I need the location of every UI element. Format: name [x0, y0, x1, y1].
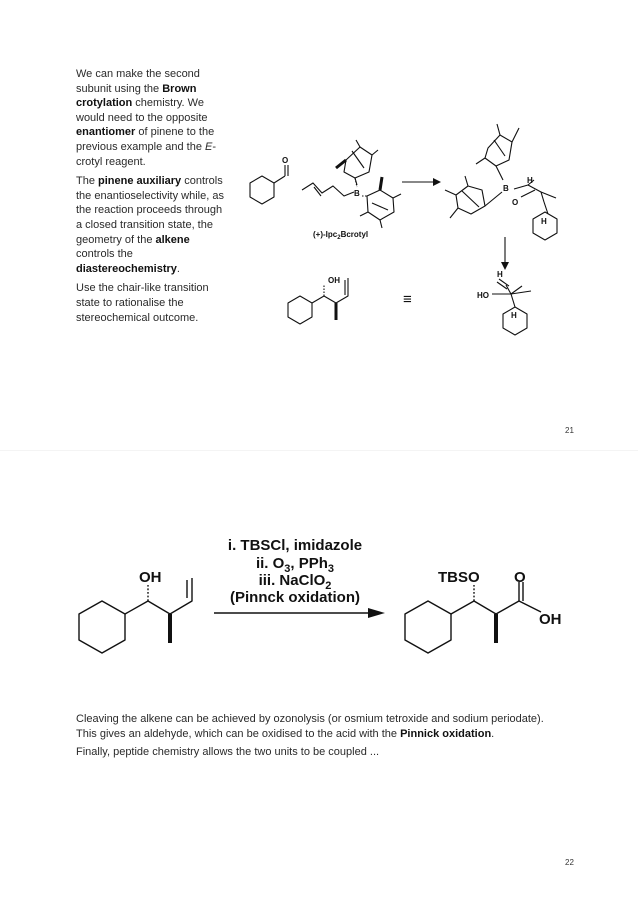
product-cyclohexane-ring [288, 296, 312, 324]
reagent-step2: ii. $O_3$, PPh$_3$ [255, 555, 335, 575]
ts-boron-label: B [503, 184, 509, 193]
equivalence-symbol: ≡ [403, 291, 412, 308]
arrow-right-head [433, 178, 441, 186]
reaction-arrow-head [368, 608, 385, 618]
ts-h2-label: H [541, 217, 547, 226]
paragraph-ozonolysis: Cleaving the alkene can be achieved by ozonolysis (or osmium tetroxide and sodium periodate). This gives an aldehyde, which can be oxidised to the acid with the Pinnick oxidation. [76, 713, 544, 740]
start-cyclohexane-ring [79, 601, 125, 653]
product-oh-label: OH [328, 276, 340, 285]
reagent-step3: iii. NaClO$_2$ [258, 572, 332, 592]
newman-h2-label: H [511, 311, 517, 320]
start-oh-label: OH [139, 569, 162, 586]
paragraph-pinene-auxiliary: The pinene auxiliary controls the enantioselectivity while, as the reaction proceeds through a closed transition state, the geometry of the alkene controls the diastereochemistry. [76, 175, 224, 275]
reagent-step1: i. TBSCl, imidazole [227, 537, 363, 554]
reagent-name-label: (+)-Ipc$_2$Bcrotyl [313, 230, 369, 241]
ts-o-label: O [512, 198, 519, 207]
ozonolysis-pinnick-scheme [0, 451, 638, 701]
slide2-description [76, 712, 566, 764]
product-tbso-label: TBSO [438, 569, 480, 586]
page-number: 21 [565, 426, 574, 435]
product-cyclohexane-ring [405, 601, 451, 653]
aldehyde-o-label: O [282, 156, 289, 165]
product-oh-label: OH [539, 611, 562, 628]
newman-ho-label: HO [477, 291, 489, 300]
page-number: 22 [565, 858, 574, 867]
ts-h1-label: H [527, 176, 533, 185]
paragraph-peptide-coupling: Finally, peptide chemistry allows the two units to be coupled ... [76, 746, 380, 759]
newman-h1-label: H [497, 270, 503, 279]
boron-label: B [354, 189, 360, 198]
reagent-step4: (Pinnck oxidation) [229, 589, 361, 606]
paragraph-chair-ts: Use the chair-like transition state to rationalise the stereochemical outcome. [76, 282, 209, 324]
product-o-label: O [514, 569, 526, 586]
brown-crotylation-scheme [0, 0, 638, 450]
aldehyde-cyclohexane-ring [250, 176, 274, 204]
arrow-down-head [501, 262, 509, 270]
paragraph-brown-crotylation: We can make the second subunit using the Brown crotylation chemistry. We would need to the opposite enantiomer of pinene to the previous example and the E-crotyl reagent. [76, 68, 217, 168]
